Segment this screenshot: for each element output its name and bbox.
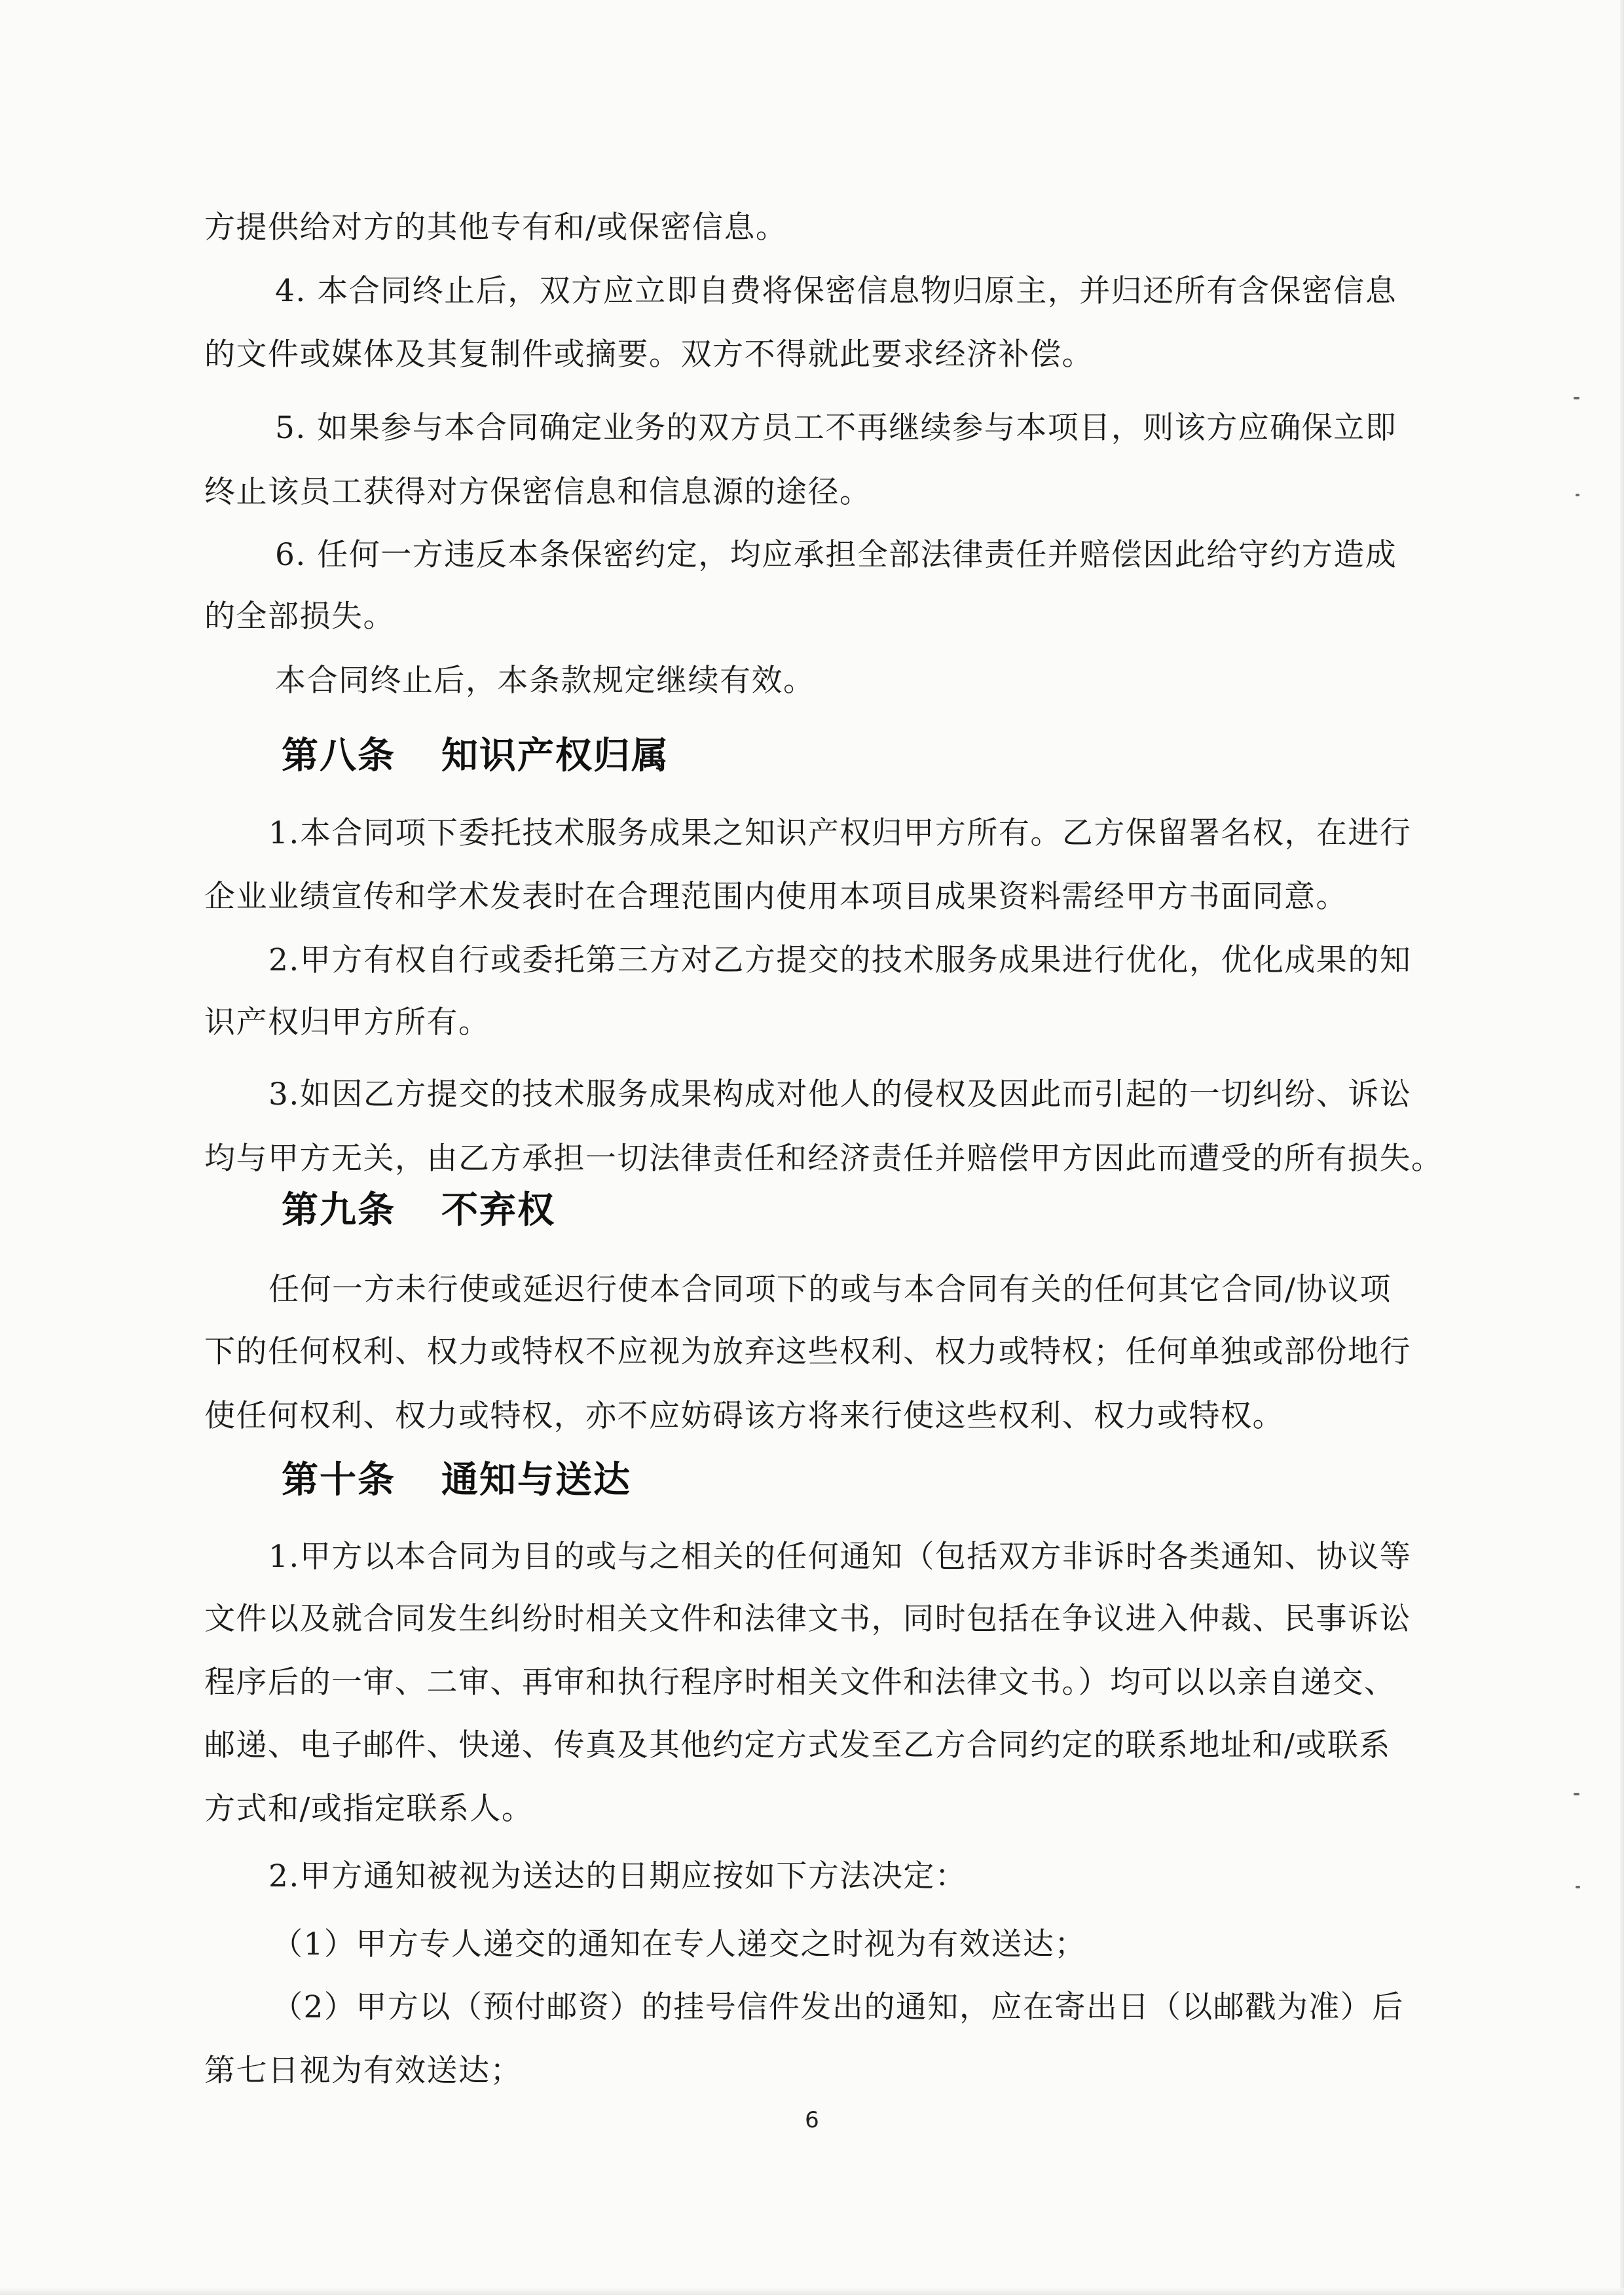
text-line: 4. 本合同终止后，双方应立即自费将保密信息物归原主，并归还所有含保密信息	[275, 273, 1397, 309]
scan-speck	[1574, 1793, 1579, 1795]
page-number: 6	[805, 2107, 819, 2133]
scan-speck	[1576, 494, 1579, 496]
text-line: 邮递、电子邮件、快递、传真及其他约定方式发至乙方合同约定的联系地址和/或联系	[204, 1727, 1391, 1763]
text-line: 1.甲方以本合同为目的或与之相关的任何通知（包括双方非诉时各类通知、协议等	[268, 1539, 1412, 1575]
section-title: 通知与送达	[441, 1459, 631, 1501]
text-line: 方式和/或指定联系人。	[204, 1791, 534, 1827]
scan-speck	[1574, 397, 1579, 399]
section-heading-article-9	[282, 1188, 555, 1234]
text-line: 2.甲方通知被视为送达的日期应按如下方法决定：	[268, 1858, 967, 1894]
section-heading-article-8	[282, 733, 669, 779]
text-line: 2.甲方有权自行或委托第三方对乙方提交的技术服务成果进行优化，优化成果的知	[268, 942, 1412, 978]
section-heading-article-10	[282, 1458, 631, 1503]
text-line: 1.本合同项下委托技术服务成果之知识产权归甲方所有。乙方保留署名权，在进行	[268, 815, 1412, 851]
scan-edge	[1620, 0, 1624, 2295]
text-line: 均与甲方无关，由乙方承担一切法律责任和经济责任并赔偿甲方因此而遭受的所有损失。	[204, 1141, 1443, 1177]
text-line: 3.如因乙方提交的技术服务成果构成对他人的侵权及因此而引起的一切纠纷、诉讼	[268, 1076, 1412, 1112]
text-line: 方提供给对方的其他专有和/或保密信息。	[204, 210, 788, 246]
text-line: 企业业绩宣传和学术发表时在合理范围内使用本项目成果资料需经甲方书面同意。	[204, 879, 1348, 915]
text-line: 6. 任何一方违反本条保密约定，均应承担全部法律责任并赔偿因此给守约方造成	[275, 537, 1397, 573]
text-line: 本合同终止后，本条款规定继续有效。	[275, 663, 815, 699]
scan-edge	[0, 2288, 1624, 2295]
text-line: （2）甲方以（预付邮资）的挂号信件发出的通知，应在寄出日（以邮戳为准）后	[272, 1989, 1404, 2025]
text-line: （1）甲方专人递交的通知在专人递交之时视为有效送达；	[272, 1926, 1086, 1962]
scan-speck	[1576, 1886, 1580, 1888]
section-number: 第九条	[282, 1189, 396, 1232]
section-title: 知识产权归属	[441, 735, 669, 777]
text-line: 使任何权利、权力或特权，亦不应妨碍该方将来行使这些权利、权力或特权。	[204, 1398, 1284, 1434]
text-line: 第七日视为有效送达；	[204, 2053, 522, 2089]
section-title: 不弃权	[441, 1189, 555, 1232]
text-line: 文件以及就合同发生纠纷时相关文件和法律文书，同时包括在争议进入仲裁、民事诉讼	[204, 1601, 1411, 1637]
text-line: 程序后的一审、二审、再审和执行程序时相关文件和法律文书。）均可以以亲自递交、	[204, 1664, 1396, 1700]
text-line: 下的任何权利、权力或特权不应视为放弃这些权利、权力或特权；任何单独或部份地行	[204, 1334, 1411, 1370]
section-number: 第十条	[282, 1459, 396, 1501]
text-line: 识产权归甲方所有。	[204, 1004, 490, 1040]
section-number: 第八条	[282, 735, 396, 777]
text-line: 的文件或媒体及其复制件或摘要。双方不得就此要求经济补偿。	[204, 337, 1094, 373]
text-line: 5. 如果参与本合同确定业务的双方员工不再继续参与本项目，则该方应确保立即	[275, 410, 1397, 446]
text-line: 任何一方未行使或延迟行使本合同项下的或与本合同有关的任何其它合同/协议项	[268, 1272, 1392, 1308]
text-line: 的全部损失。	[204, 598, 395, 634]
text-line: 终止该员工获得对方保密信息和信息源的途径。	[204, 474, 872, 510]
